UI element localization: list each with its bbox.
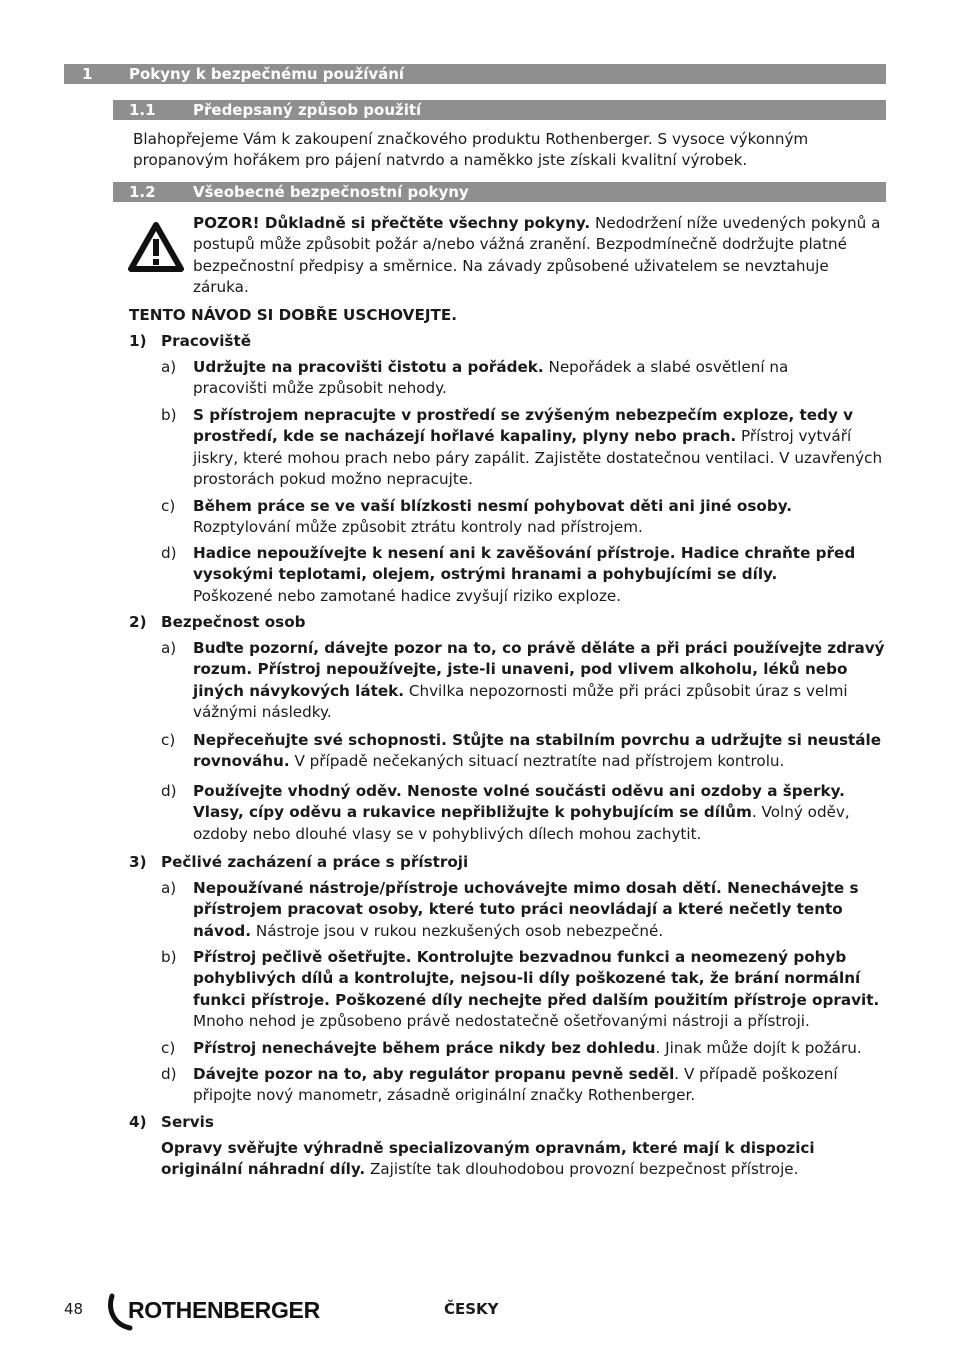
- item-label: b): [161, 406, 177, 424]
- item-label: d): [161, 544, 177, 562]
- section-1-2-header: [113, 182, 886, 202]
- keep-instructions: TENTO NÁVOD SI DOBŘE USCHOVEJTE.: [129, 306, 457, 324]
- section-number: 1.2: [129, 183, 156, 201]
- group-title: Pracoviště: [161, 332, 252, 350]
- service-paragraph: [161, 1138, 861, 1181]
- warning-text: Nedodržení níže uvedených pokynů a postupů může způsobit požár a/nebo vážná zranění. Bezpodmínečně dodržujte platné bezpečnostní předpisy a směrnice. Na závady způsobené uživatelem se nevztahuje záruka.: [193, 214, 881, 297]
- item-bold: Přístroj pečlivě ošetřujte. Kontrolujte bezvadnou funkci a neomezený pohyb pohyblivých dílů a kontrolujte, nejsou-li díly poškozené tak, že brání normální funkci přístroje. Poškozené díly nechejte před dalším použitím přístroje opravit.: [193, 948, 880, 1009]
- item-text: . Volný oděv, ozdoby nebo dlouhé vlasy se v pohyblivých dílech mohou zachytit.: [193, 803, 850, 843]
- list-item: [161, 543, 861, 607]
- group-title: Pečlivé zacházení a práce s přístroji: [161, 853, 469, 871]
- item-bold: Hadice nepoužívejte k nesení ani k zavěšování přístroje. Hadice chraňte před vysokými teplotami, olejem, ostrými hranami a pohybujícími se díly.: [193, 544, 856, 584]
- item-bold: Nepoužívané nástroje/přístroje uchovávejte mimo dosah dětí. Nenechávejte s přístrojem pracovat osoby, které tuto práci neovládají a které nečetly tento návod.: [193, 879, 859, 940]
- item-text: Přístroj vytváří jiskry, které mohou prach nebo páry zapálit. Zajistěte dostatečnou ventilaci. V uzavřených prostorách pokud možno nepracujte.: [193, 427, 883, 489]
- intro-text: Blahopřejeme Vám k zakoupení značkového produktu Rothenberger. S vysoce výkonným propanovým hořákem pro pájení natvrdo a naměkko jste získali kvalitní výrobek.: [133, 130, 809, 170]
- item-text: . V případě poškození připojte nový manometr, zásadně originální značky Rothenberger.: [193, 1065, 838, 1105]
- item-bold: S přístrojem nepracujte v prostředí se zvýšeným nebezpečím exploze, tedy v prostředí, kde se nacházejí hořlavé kapaliny, plyny nebo prach.: [193, 406, 854, 446]
- list-item: [161, 405, 889, 491]
- item-bold: Nepřeceňujte své schopnosti. Stůjte na stabilním povrchu a udržujte si neustále rovnováhu.: [193, 731, 882, 771]
- item-text: . Jinak může dojít k požáru.: [655, 1039, 862, 1057]
- list-item: [161, 730, 886, 773]
- service-text: Zajistíte tak dlouhodobou provozní bezpečnost přístroje.: [365, 1160, 799, 1179]
- group-label: 4): [129, 1113, 147, 1131]
- item-text: Nepořádek a slabé osvětlení na pracovišti může způsobit nehody.: [193, 358, 789, 398]
- item-bold: Přístroj nenechávejte během práce nikdy bez dohledu: [193, 1039, 656, 1057]
- item-text: Nástroje jsou v rukou nezkušených osob nebezpečné.: [251, 921, 664, 940]
- item-text: Rozptylování může způsobit ztrátu kontroly nad přístrojem.: [193, 518, 643, 537]
- section-1-1-header: [113, 100, 886, 120]
- item-bold: Dávejte pozor na to, aby regulátor propanu pevně seděl: [193, 1065, 675, 1083]
- item-label: c): [161, 497, 176, 515]
- item-label: a): [161, 879, 177, 897]
- group-label: 2): [129, 613, 147, 631]
- service-bold: Opravy svěřujte výhradně specializovaným opravnám, které mají k dispozici originální náhradní díly.: [161, 1139, 815, 1179]
- list-item: [161, 781, 866, 845]
- warning-bold: POZOR! Důkladně si přečtěte všechny pokyny.: [193, 214, 591, 232]
- rothenberger-logo: [106, 1292, 346, 1332]
- item-bold: Udržujte na pracovišti čistotu a pořádek.: [193, 358, 544, 376]
- section-title: Pokyny k bezpečnému používání: [129, 65, 405, 83]
- list-item: [161, 1064, 861, 1107]
- group-label: 3): [129, 853, 147, 871]
- item-label: c): [161, 731, 176, 749]
- section-title: Všeobecné bezpečnostní pokyny: [193, 183, 469, 201]
- item-text: Mnoho nehod je způsobeno právě nedostatečně ošetřovanými nástroji a přístroji.: [193, 1012, 810, 1031]
- section-title: Předepsaný způsob použití: [193, 101, 422, 119]
- item-label: d): [161, 782, 177, 800]
- item-text: Poškozené nebo zamotané hadice zvyšují riziko exploze.: [193, 586, 622, 605]
- group-title: Servis: [161, 1113, 214, 1131]
- warning-paragraph: [193, 213, 888, 299]
- section-number: 1.1: [129, 101, 156, 119]
- list-item: [161, 496, 861, 539]
- list-item: [161, 1038, 889, 1059]
- item-bold: Buďte pozorní, dávejte pozor na to, co právě děláte a při práci používejte zdravý rozum. Přístroj nepoužívejte, jste-li unaveni, pod vlivem alkoholu, léků nebo jiných návykových látek.: [193, 639, 885, 700]
- list-item: [161, 947, 889, 1033]
- language-label: ČESKY: [444, 1300, 499, 1318]
- item-bold: Používejte vhodný oděv. Nenoste volné součásti oděvu ani ozdoby a šperky. Vlasy, cípy oděvu a rukavice nepřibližujte k pohybujícím se dílům: [193, 782, 845, 822]
- list-item: [161, 878, 869, 942]
- list-item: [161, 357, 861, 400]
- logo-text: ROTHENBERGER: [128, 1297, 320, 1323]
- page-number: 48: [64, 1300, 84, 1318]
- list-item: [161, 638, 889, 724]
- intro-paragraph: [133, 129, 848, 172]
- item-label: b): [161, 948, 177, 966]
- section-1-header: [64, 64, 886, 84]
- group-label: 1): [129, 332, 147, 350]
- item-label: a): [161, 358, 177, 376]
- item-label: c): [161, 1039, 176, 1057]
- warning-triangle-icon: [127, 221, 185, 273]
- group-title: Bezpečnost osob: [161, 613, 306, 631]
- item-label: a): [161, 639, 177, 657]
- item-text: V případě nečekaných situací neztratíte nad přístrojem kontrolu.: [289, 752, 785, 771]
- item-bold: Během práce se ve vaší blízkosti nesmí pohybovat děti ani jiné osoby.: [193, 497, 792, 515]
- item-text: Chvilka nepozornosti může při práci způsobit úraz s velmi vážnými následky.: [193, 681, 848, 722]
- item-label: d): [161, 1065, 177, 1083]
- section-number: 1: [82, 65, 93, 83]
